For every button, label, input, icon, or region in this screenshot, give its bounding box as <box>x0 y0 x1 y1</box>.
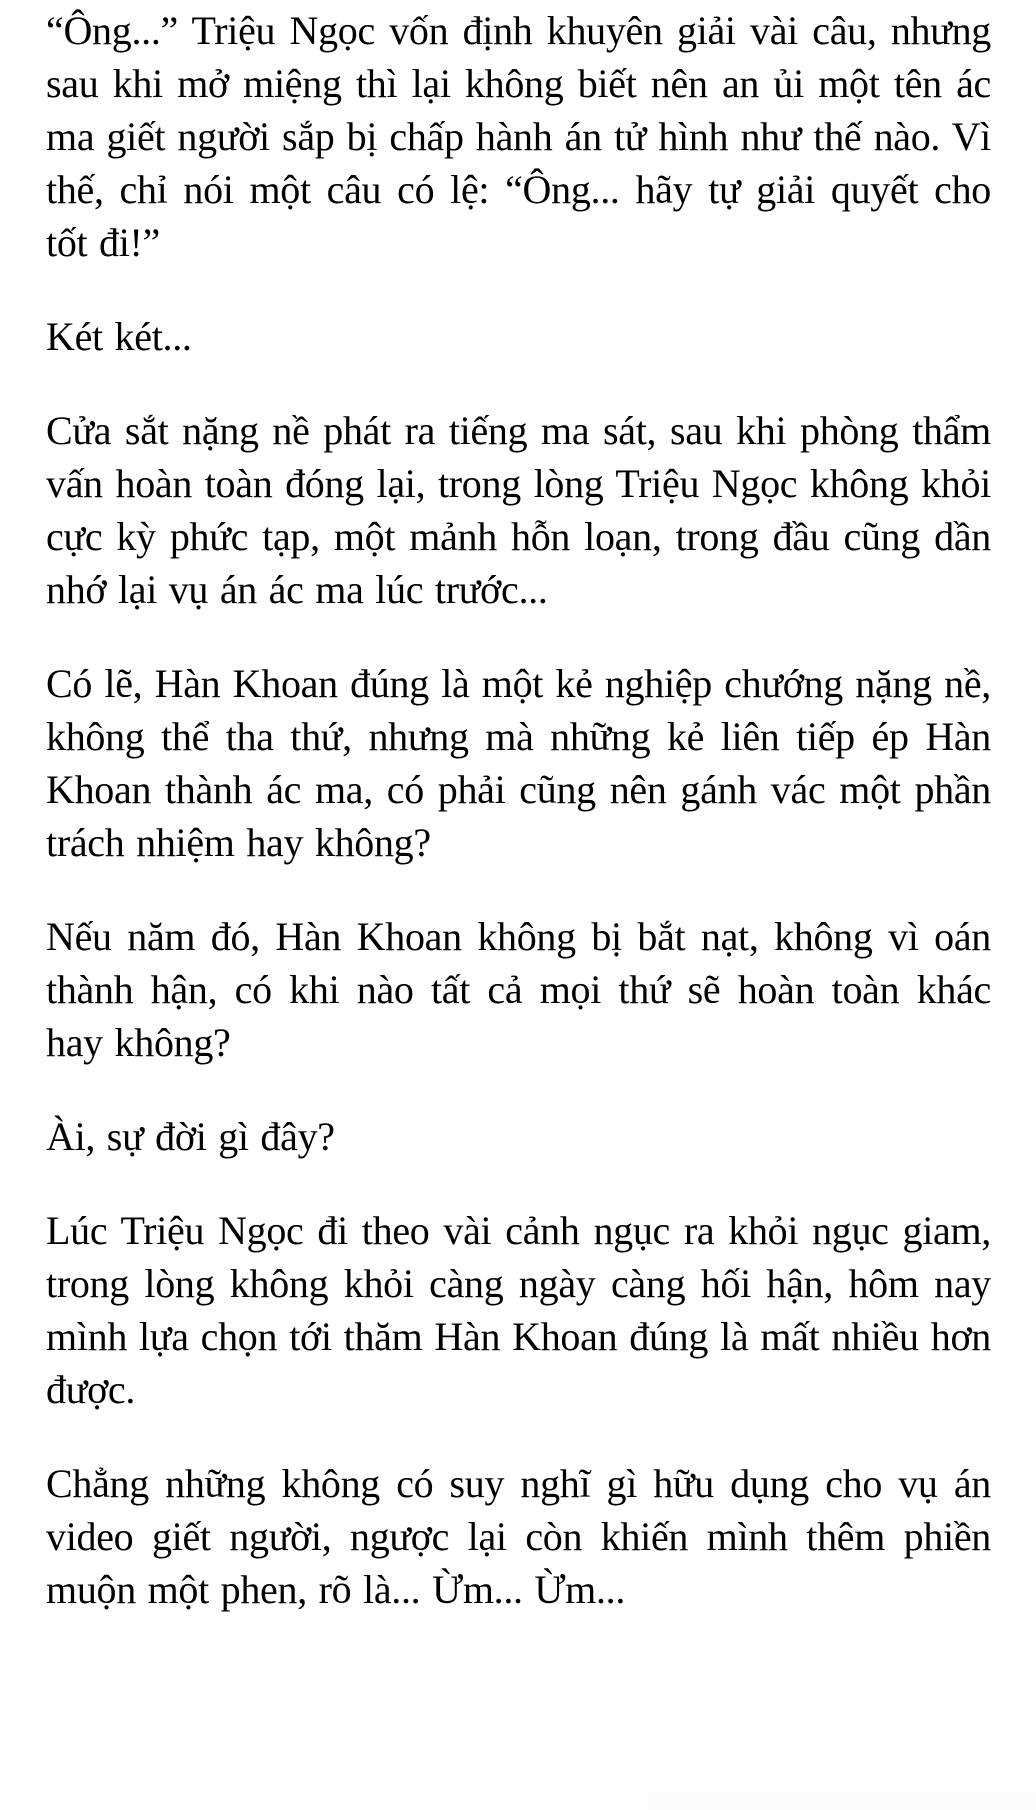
paragraph-leaving-prison: Lúc Triệu Ngọc đi theo vài cảnh ngục ra khỏi ngục giam, trong lòng không khỏi càng ngày càng hối hận, hôm nay mình lựa chọn tới thăm Hàn Khoan đúng là mất nhiều hơn được. <box>46 1208 991 1412</box>
paragraph-what-if: Nếu năm đó, Hàn Khoan không bị bắt nạt, không vì oán thành hận, có khi nào tất cả mọi thứ sẽ hoàn toàn khác hay không? <box>46 914 991 1065</box>
paragraph-regret: Chẳng những không có suy nghĩ gì hữu dụng cho vụ án video giết người, ngược lại còn khiến mình thêm phiền muộn một phen, rõ là... Ừm... Ừm... <box>46 1461 991 1612</box>
paragraph-sigh: Ài, sự đời gì đây? <box>46 1114 335 1159</box>
paragraph-han-khoan-karma: Có lẽ, Hàn Khoan đúng là một kẻ nghiệp chướng nặng nề, không thể tha thứ, nhưng mà những kẻ liên tiếp ép Hàn Khoan thành ác ma, có phải cũng nên gánh vác một phần trách nhiệm hay không? <box>46 661 991 865</box>
paragraph-iron-door: Cửa sắt nặng nề phát ra tiếng ma sát, sau khi phòng thẩm vấn hoàn toàn đóng lại, trong lòng Triệu Ngọc không khỏi cực kỳ phức tạp, một mảnh hỗn loạn, trong đầu cũng dần nhớ lại vụ án ác ma lúc trước... <box>46 408 991 612</box>
bottom-right-overlay <box>648 1792 1036 1810</box>
paragraph-dialogue: “Ông...” Triệu Ngọc vốn định khuyên giải vài câu, nhưng sau khi mở miệng thì lại không biết nên an ủi một tên ác ma giết người sắp bị chấp hành án tử hình như thế nào. Vì thế, chỉ nói một câu có lệ: “Ông... hãy tự giải quyết cho tốt đi!” <box>46 8 991 265</box>
paragraph-sound-effect: Két két... <box>46 314 192 359</box>
